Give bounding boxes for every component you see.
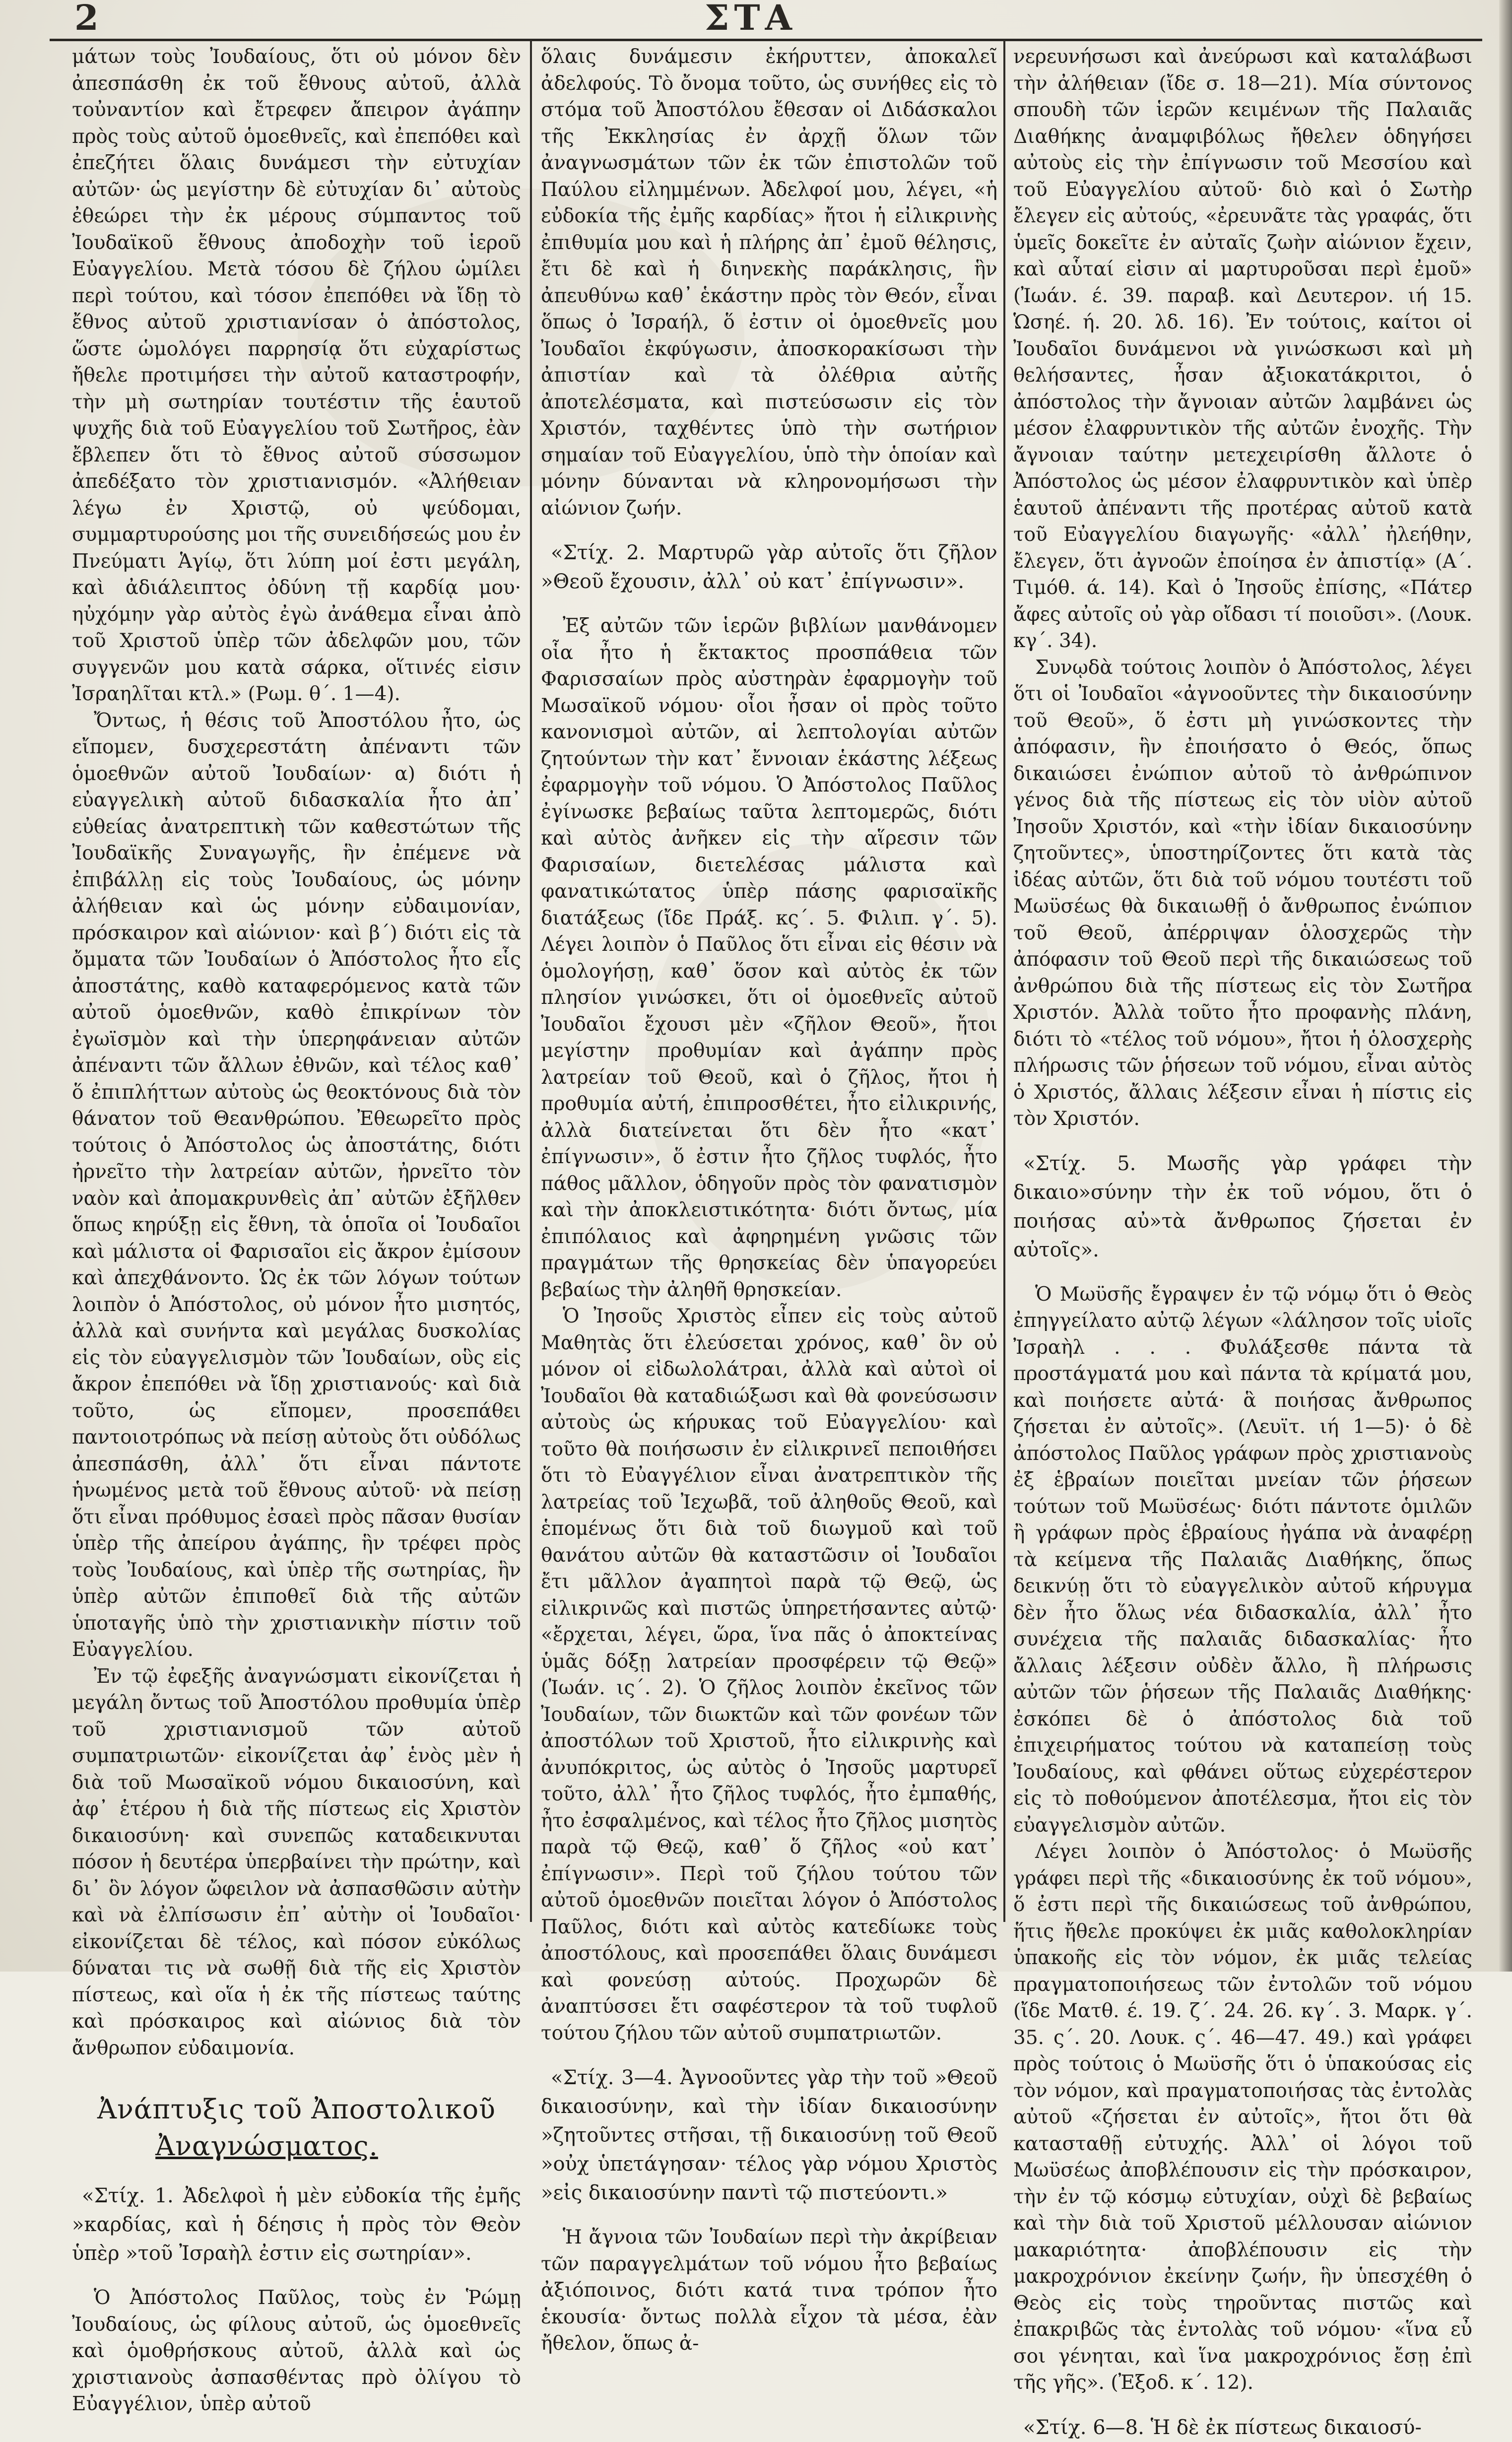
body-paragraph: ὅλαις δυνάμεσιν ἐκήρυττεν, ἀποκαλεῖ ἀδελφούς. Τὸ ὄνομα τοῦτο, ὡς συνήθες εἰς τὸ στόμα τοῦ Ἀποστόλου ἔθεσαν οἱ Διδάσκαλοι τῆς Ἐκκλησίας ἐν ἀρχῇ ὅλων τῶν ἀναγνωσμάτων τῶν ἐκ τῶν ἐπιστολῶν τοῦ Παύλου εἰλημμένων. Ἀδελφοί μου, λέγει, «ἡ εὐδοκία τῆς ἐμῆς καρδίας» ἤτοι ἡ εἰλικρινὴς ἐπιθυμία μου καὶ ἡ πλήρης ἀπ᾽ ἐμοῦ θέλησις, ἔτι δὲ καὶ ἡ διηνεκὴς παράκλησις, ἣν ἀπευθύνω καθ᾽ ἑκάστην πρὸς τὸν Θεόν, εἶναι ὅπως ὁ Ἰσραήλ, ὅ ἐστιν οἱ ὁμοεθνεῖς μου Ἰουδαῖοι ἐκφύγωσιν, ἀποσκορακίσωσι τὴν ἀπιστίαν καὶ τὰ ὀλέθρια αὐτῆς ἀποτελέσματα, καὶ πιστεύσωσιν εἰς τὸν Χριστόν, ταχθέντες ὑπὸ τὴν σωτήριον σημαίαν τοῦ Εὐαγγελίου, ὑπὸ τὴν ὁποίαν καὶ μόνην δύνανται νὰ κληρονομήσωσι τὴν αἰώνιον ζωήν. [541, 46, 997, 520]
body-paragraph: Ὁ Ἀπόστολος Παῦλος, τοὺς ἐν Ῥώμῃ Ἰουδαίους, ὡς φίλους αὐτοῦ, ὡς ὁμοεθνεῖς καὶ ὁμοθρήσκους αὐτοῦ, ἀλλὰ καὶ ὡς χριστιανοὺς ἀσπασθέντας πρὸ ὀλίγου τὸ Εὐαγγέλιον, ὑπὲρ αὐτοῦ [72, 2287, 521, 2415]
top-rule [50, 39, 1482, 41]
body-paragraph: Λέγει λοιπὸν ὁ Ἀπόστολος· ὁ Μωϋσῆς γράφει περὶ τῆς «δικαιοσύνης ἐκ τοῦ νόμου», ὅ ἐστι περὶ τῆς δικαιώσεως τοῦ ἀνθρώπου, ἥτις ἤθελε προκύψει ἐκ μιᾶς καθολοκληρίαν ὑπακοῆς εἰς τὸν νόμον, ἐκ μιᾶς τελείας πραγματοποιήσεως τῶν ἐντολῶν τοῦ νόμου (ἴδε Ματθ. έ. 19. ζ΄. 24. 26. κγ΄. 3. Μαρκ. γ΄. 35. ς΄. 20. Λουκ. ς΄. 46—47. 49.) καὶ γράφει πρὸς τούτοις ὁ Μωϋσῆς ὅτι ὁ ὑπακούσας εἰς τὸν νόμον, καὶ πραγματοποιήσας τὰς ἐντολὰς αὐτοῦ «ζήσεται ἐν αὐτοῖς», ἤτοι ὅτι θὰ κατασταθῇ εὐτυχής. Ἀλλ᾽ οἱ λόγοι τοῦ Μωϋσέως ἀποβλέπουσιν εἰς τὴν πρόσκαιρον, τὴν ἐν τῷ κόσμῳ εὐτυχίαν, οὐχὶ δὲ βεβαίως καὶ τὴν διὰ τοῦ Χριστοῦ μέλλουσαν αἰώνιον μακαριότητα· ἀποβλέπουσιν εἰς τὴν μακροχρόνιον ἐκείνην ζωήν, ἣν ὑπεσχέθη ὁ Θεὸς εἰς τοὺς τηροῦντας πιστῶς καὶ ἐπακριβῶς τὰς ἐντολὰς τοῦ νόμου· «ἵνα εὖ σοι γένηται, καὶ ἵνα μακροχρόνιος ἔσῃ ἐπὶ τῆς γῆς». (Ἐξοδ. κ΄. 12). [1013, 1841, 1472, 2394]
masthead-title-fragment: ΣΤΑ [705, 0, 797, 38]
body-paragraph: Ἐξ αὐτῶν τῶν ἱερῶν βιβλίων μανθάνομεν οἷα ἦτο ἡ ἔκτακτος προσπάθεια τῶν Φαρισσαίων πρὸς αὐστηρὰν ἐφαρμογὴν τοῦ Μωσαϊκοῦ νόμου· οἷοι ἦσαν οἱ πρὸς τοῦτο κανονισμοὶ αὐτῶν, αἱ λεπτολογίαι αὐτῶν ζητούντων τὴν κατ᾽ ἔννοιαν ἑκάστης λέξεως ἐφαρμογὴν τοῦ νόμου. Ὁ Ἀπόστολος Παῦλος ἐγίνωσκε βεβαίως ταῦτα λεπτομερῶς, διότι καὶ αὐτὸς ἀνῆκεν εἰς τὴν αἵρεσιν τῶν Φαρισαίων, διετελέσας μάλιστα καὶ φανατικώτατος ὑπὲρ πάσης φαρισαϊκῆς διατάξεως (ἴδε Πράξ. κς΄. 5. Φιλιπ. γ΄. 5). Λέγει λοιπὸν ὁ Παῦλος ὅτι εἶναι εἰς θέσιν νὰ ὁμολογήσῃ, καθ᾽ ὅσον καὶ αὐτὸς ἐκ τῶν πλησίον γινώσκει, ὅτι οἱ ὁμοεθνεῖς αὐτοῦ Ἰουδαῖοι ἔχουσι μὲν «ζῆλον Θεοῦ», ἤτοι μεγίστην προθυμίαν καὶ ἀγάπην πρὸς λατρείαν τοῦ Θεοῦ, καὶ ὁ ζῆλος, ἤτοι ἡ προθυμία αὐτή, ἐπιπροσθέτει, ἦτο εἰλικρινής, ἀλλὰ διατείνεται ὅτι δὲν ἦτο «κατ᾽ ἐπίγνωσιν», ὅ ἐστιν ἦτο ζῆλος τυφλός, ἦτο πάθος μᾶλλον, ὁδηγοῦν πρὸς τὸν φανατισμὸν καὶ τὴν ἀποκλειστικότητα· διότι ὄντως, μία ἐπιπόλαιος καὶ ἀφηρημένη γνῶσις τῶν πραγμάτων τῆς θρησκείας δὲν ὑπαγορεύει βεβαίως τὴν ἀληθῆ θρησκείαν. [541, 615, 997, 1301]
column-divider [1003, 40, 1005, 1922]
section-heading-line: Ἀνάπτυξις τοῦ Ἀποστολικοῦ [97, 2094, 496, 2125]
column-divider [530, 40, 532, 1922]
column-2 [541, 44, 997, 2355]
body-paragraph: μάτων τοὺς Ἰουδαίους, ὅτι οὐ μόνον δὲν ἀπεσπάσθη ἐκ τοῦ ἔθνους αὐτοῦ, ἀλλὰ τοὐναντίον καὶ ἔτρεφεν ἄπειρον ἀγάπην πρὸς τοὺς αὐτοῦ ὁμοεθνεῖς, καὶ ἐπεπόθει καὶ ἐπεζήτει ὅλαις δυνάμεσι τὴν εὐτυχίαν αὐτῶν· ὡς μεγίστην δὲ εὐτυχίαν δι᾽ αὐτοὺς ἐθεώρει τὴν ἐκ μέρους σύμπαντος τοῦ Ἰουδαϊκοῦ ἔθνους ἀποδοχὴν τοῦ ἱεροῦ Εὐαγγελίου. Μετὰ τόσου δὲ ζήλου ὡμίλει περὶ τούτου, καὶ τόσον ἐπεπόθει νὰ ἴδῃ τὸ ἔθνος αὐτοῦ χριστιανίσαν ὁ ἀπόστολος, ὥστε ὡμολόγει παρρησίᾳ ὅτι εὐχαρίστως ἤθελε προτιμήσει τὴν αὐτοῦ καταστροφήν, τὴν μὴ σωτηρίαν τουτέστιν τῆς ἑαυτοῦ ψυχῆς διὰ τοῦ Εὐαγγελίου τοῦ Σωτῆρος, ἐὰν ἔβλεπεν ὅτι τὸ ἔθνος αὐτοῦ σύσσωμον ἀπεδέξατο τὸν χριστιανισμόν. «Ἀλήθειαν λέγω ἐν Χριστῷ, οὐ ψεύδομαι, συμμαρτυρούσης μοι τῆς συνειδήσεώς μου ἐν Πνεύματι Ἁγίῳ, ὅτι λύπη μοί ἐστι μεγάλη, καὶ ἀδιάλειπτος ὀδύνη τῇ καρδίᾳ μου· ηὐχόμην γὰρ αὐτὸς ἐγὼ ἀνάθεμα εἶναι ἀπὸ τοῦ Χριστοῦ ὑπὲρ τῶν ἀδελφῶν μου, τῶν συγγενῶν μου κατὰ σάρκα, οἵτινές εἰσιν Ἰσραηλῖται κτλ.» (Ρωμ. θ΄. 1—4). [72, 46, 521, 705]
scripture-verse: «Στίχ. 2. Μαρτυρῶ γὰρ αὐτοῖς ὅτι ζῆλον »Θεοῦ ἔχουσιν, ἀλλ᾽ οὐ κατ᾽ ἐπίγνωσιν». [541, 541, 997, 593]
scripture-verse: «Στίχ. 3—4. Ἀγνοοῦντες γὰρ τὴν τοῦ »Θεοῦ δικαιοσύνην, καὶ τὴν ἰδίαν δικαιοσύνην »ζητοῦντες στῆσαι, τῇ δικαιοσύνῃ τοῦ Θεοῦ »οὐχ ὑπετάγησαν· τέλος γὰρ νόμου Χριστὸς »εἰς δικαιοσύνην παντὶ τῷ πιστεύοντι.» [541, 2066, 997, 2204]
scripture-verse: «Στίχ. 1. Ἀδελφοὶ ἡ μὲν εὐδοκία τῆς ἐμῆς »καρδίας, καὶ ἡ δέησις ἡ πρὸς τὸν Θεὸν ὑπὲρ »τοῦ Ἰσραὴλ ἐστιν εἰς σωτηρίαν». [72, 2184, 521, 2265]
section-heading [72, 2091, 521, 2165]
body-paragraph: Ὁ Ἰησοῦς Χριστὸς εἶπεν εἰς τοὺς αὐτοῦ Μαθητὰς ὅτι ἐλεύσεται χρόνος, καθ᾽ ὃν οὐ μόνον οἱ εἰδωλολάτραι, ἀλλὰ καὶ αὐτοὶ οἱ Ἰουδαῖοι θὰ καταδιώξωσι καὶ θὰ φονεύσωσιν αὐτοὺς ὡς κήρυκας τοῦ Εὐαγγελίου· καὶ τοῦτο θὰ ποιήσωσιν ἐν εἰλικρινεῖ πεποιθήσει ὅτι τὸ Εὐαγγέλιον εἶναι ἀνατρεπτικὸν τῆς λατρείας τοῦ Ἰεχωβᾶ, τοῦ ἀληθοῦς Θεοῦ, καὶ ἑπομένως ὅτι διὰ τοῦ διωγμοῦ καὶ τοῦ θανάτου αὐτῶν θὰ καταστῶσιν οἱ Ἰουδαῖοι ἔτι μᾶλλον ἀγαπητοὶ παρὰ τῷ Θεῷ, ὡς εἰλικρινῶς καὶ πιστῶς ὑπηρετήσαντες αὐτῷ· «ἔρχεται, λέγει, ὥρα, ἵνα πᾶς ὁ ἀποκτείνας ὑμᾶς δόξῃ λατρείαν προσφέρειν τῷ Θεῷ» (Ἰωάν. ις΄. 2). Ὁ ζῆλος λοιπὸν ἐκεῖνος τῶν Ἰουδαίων, τῶν διωκτῶν καὶ τῶν φονέων τῶν ἀποστόλων τοῦ Χριστοῦ, ἦτο εἰλικρινὴς καὶ ἀνυπόκριτος, ὡς αὐτὸς ὁ Ἰησοῦς μαρτυρεῖ τοῦτο, ἀλλ᾽ ἦτο ζῆλος τυφλός, ἦτο ἐμπαθής, ἦτο ἐσφαλμένος, καὶ τέλος ἦτο ζῆλος μισητὸς παρὰ τῷ Θεῷ, καθ᾽ ὅ ζῆλος «οὐ κατ᾽ ἐπίγνωσιν». Περὶ τοῦ ζήλου τούτου τῶν αὐτοῦ ὁμοεθνῶν ποιεῖται λόγον ὁ Ἀπόστολος Παῦλος, διότι καὶ αὐτὸς κατεδίωκε τοὺς ἀποστόλους, καὶ προσεπάθει ὅλαις δυνάμεσι καὶ φονεύσῃ αὐτούς. Προχωρῶν δὲ ἀναπτύσσει ἔτι σαφέστερον τὰ τοῦ τυφλοῦ τούτου ζήλου τῶν αὐτοῦ συμπατριωτῶν. [541, 1305, 997, 2045]
masthead-strip [0, 0, 1512, 39]
body-paragraph: Ἡ ἄγνοια τῶν Ἰουδαίων περὶ τὴν ἀκρίβειαν τῶν παραγγελμάτων τοῦ νόμου ἦτο βεβαίως ἀξιόποινος, διότι κατά τινα τρόπον ἦτο ἑκουσία· ὄντως πολλὰ εἶχον τὰ μέσα, ἐὰν ἤθελον, ὅπως ἀ- [541, 2226, 997, 2355]
body-paragraph: Συνῳδὰ τούτοις λοιπὸν ὁ Ἀπόστολος, λέγει ὅτι οἱ Ἰουδαῖοι «ἀγνοοῦντες τὴν δικαιοσύνην τοῦ Θεοῦ», ὅ ἐστι μὴ γινώσκοντες τὴν ἀπόφασιν, ἣν ἐποιήσατο ὁ Θεός, ὅπως δικαιώσει ἐνώπιον αὐτοῦ τὸ ἀνθρώπινον γένος διὰ τῆς πίστεως εἰς τὸν υἱὸν αὐτοῦ Ἰησοῦν Χριστόν, καὶ «τὴν ἰδίαν δικαιοσύνην ζητοῦντες», ὑποστηρίζοντες ὅτι κατὰ τὰς ἰδέας αὐτῶν, ὅτι διὰ τοῦ νόμου τουτέστι τοῦ Μωϋσέως θὰ δικαιωθῇ ὁ ἄνθρωπος ἐνώπιον τοῦ Θεοῦ, ἀπέρριψαν ὁλοσχερῶς τὴν ἀπόφασιν τοῦ Θεοῦ περὶ τῆς δικαιώσεως τοῦ ἀνθρώπου διὰ τῆς πίστεως εἰς τὸν Σωτῆρα Χριστόν. Ἀλλὰ τοῦτο ἦτο προφανὴς πλάνη, διότι τὸ «τέλος τοῦ νόμου», ἤτοι ἡ ὁλοσχερὴς πλήρωσις τῶν ῥήσεων τοῦ νόμου, εἶναι αὐτὸς ὁ Χριστός, ἄλλαις λέξεσιν εἶναι ἡ πίστις εἰς τὸν Χριστόν. [1013, 656, 1472, 1130]
body-paragraph: Ὁ Μωϋσῆς ἔγραψεν ἐν τῷ νόμῳ ὅτι ὁ Θεὸς ἐπηγγείλατο αὐτῷ λέγων «λάλησον τοῖς υἱοῖς Ἰσραὴλ . . . Φυλάξεσθε πάντα τὰ προστάγματά μου καὶ πάντα τὰ κρίματά μου, καὶ ποιήσετε αὐτά· ἃ ποιήσας ἄνθρωπος ζήσεται ἐν αὐτοῖς». (Λευϊτ. ιή 1—5)· ὁ δὲ ἀπόστολος Παῦλος γράφων πρὸς χριστιανοὺς ἐξ ἑβραίων ποιεῖται μνείαν τῶν ῥήσεων τούτων τοῦ Μωϋσέως· διότι πάντοτε ὁμιλῶν ἢ γράφων πρὸς ἑβραίους ἠγάπα νὰ ἀναφέρῃ τὰ κείμενα τῆς Παλαιᾶς Διαθήκης, ὅπως δεικνύῃ ὅτι τὸ εὐαγγελικὸν αὐτοῦ κήρυγμα δὲν ἦτο ὅλως νέα διδασκαλία, ἀλλ᾽ ἦτο συνέχεια τῆς παλαιᾶς διδασκαλίας· ἦτο ἄλλαις λέξεσιν οὐδὲν ἄλλο, ἢ πλήρωσις αὐτῶν τῶν ῥήσεων τῆς Παλαιᾶς Διαθήκης· ἐσκόπει δὲ ὁ ἀπόστολος διὰ τοῦ ἐπιχειρήματος τούτου νὰ καταπείσῃ τοὺς Ἰουδαίους, καὶ φθάνει οὕτως εὐχερέστερον εἰς τὸ ποθούμενον ἀποτέλεσμα, ἤτοι εἰς τὸν εὐαγγελισμὸν αὐτῶν. [1013, 1283, 1472, 1837]
section-heading-line: Ἀναγνώσματος. [155, 2130, 378, 2162]
scripture-verse: «Στίχ. 6—8. Ἡ δὲ ἐκ πίστεως δικαιοσύ- [1023, 2416, 1422, 2439]
scripture-verse: «Στίχ. 5. Μωσῆς γὰρ γράφει τὴν δικαιο»σύνην τὴν ἐκ τοῦ νόμου, ὅτι ὁ ποιήσας αὐ»τὰ ἄνθρωπος ζήσεται ἐν αὐτοῖς». [1013, 1152, 1472, 1261]
page-edge-shadow [1499, 0, 1512, 1972]
column-3 [1013, 44, 1472, 2439]
column-1 [72, 44, 521, 2415]
body-paragraph: νερευνήσωσι καὶ ἀνεύρωσι καὶ καταλάβωσι τὴν ἀλήθειαν (ἴδε σ. 18—21). Μία σύντονος σπουδὴ τῶν ἱερῶν κειμένων τῆς Παλαιᾶς Διαθήκης ἀναμφιβόλως ἤθελεν ὁδηγήσει αὐτοὺς εἰς τὴν ἐπίγνωσιν τοῦ Μεσσίου καὶ τοῦ Εὐαγγελίου αὐτοῦ· διὸ καὶ ὁ Σωτὴρ ἔλεγεν εἰς αὐτούς, «ἐρευνᾶτε τὰς γραφάς, ὅτι ὑμεῖς δοκεῖτε ἐν αὐταῖς ζωὴν αἰώνιον ἔχειν, καὶ αὗταί εἰσιν αἱ μαρτυροῦσαι περὶ ἐμοῦ» (Ἰωάν. έ. 39. παραβ. καὶ Δευτερον. ιή 15. Ὡσηέ. ή. 20. λδ. 16). Ἐν τούτοις, καίτοι οἱ Ἰουδαῖοι δυνάμενοι νὰ γινώσκωσι καὶ μὴ θελήσαντες, ἦσαν ἀξιοκατάκριτοι, ὁ ἀπόστολος τὴν ἄγνοιαν αὐτῶν λαμβάνει ὡς μέσον ἐλαφρυντικὸν τῆς αὐτῶν ἐνοχῆς. Τὴν ἄγνοιαν ταύτην μετεχειρίσθη ἄλλοτε ὁ Ἀπόστολος ὡς μέσον ἐλαφρυντικὸν καὶ ὑπὲρ ἑαυτοῦ ἀπέναντι τῆς προτέρας αὐτοῦ κατὰ τοῦ Εὐαγγελίου διαγωγῆς· «ἀλλ᾽ ἠλεήθην, ἔλεγεν, ὅτι ἀγνοῶν ἐποίησα ἐν ἀπιστίᾳ» (Α΄. Τιμόθ. ά. 14). Καὶ ὁ Ἰησοῦς ἐπίσης, «Πάτερ ἄφες αὐτοῖς οὐ γὰρ οἴδασι τί ποιοῦσι». (Λουκ. κγ΄. 34). [1013, 46, 1472, 652]
body-paragraph: Ὄντως, ἡ θέσις τοῦ Ἀποστόλου ἦτο, ὡς εἴπομεν, δυσχερεστάτη ἀπέναντι τῶν ὁμοεθνῶν αὐτοῦ Ἰουδαίων· α) διότι ἡ εὐαγγελικὴ αὐτοῦ διδασκαλία ἦτο ἀπ᾽ εὐθείας ἀνατρεπτικὴ τῶν καθεστώτων τῆς Ἰουδαϊκῆς Συναγωγῆς, ἣν ἐπέμενε νὰ ἐπιβάλλῃ εἰς τοὺς Ἰουδαίους, ὡς μόνην ἀλήθειαν καὶ ὡς μόνην εὐδαιμονίαν, πρόσκαιρον καὶ αἰώνιον· καὶ β΄) διότι εἰς τὰ ὄμματα τῶν Ἰουδαίων ὁ Ἀπόστολος ἦτο εἷς ἀποστάτης, καθὸ καταφερόμενος κατὰ τῶν αὐτοῦ ὁμοεθνῶν, καθὸ ἐπικρίνων τὸν ἐγωϊσμὸν καὶ τὴν ὑπερηφάνειαν αὐτῶν ἀπέναντι τῶν ἄλλων ἐθνῶν, καὶ τέλος καθ᾽ ὅ ἐπιπλήττων αὐτοὺς ὡς θεοκτόνους διὰ τὸν θάνατον τοῦ Θεανθρώπου. Ἐθεωρεῖτο πρὸς τούτοις ὁ Ἀπόστολος ὡς ἀποστάτης, διότι ἠρνεῖτο τὴν λατρείαν αὐτῶν, ἠρνεῖτο τὸν ναὸν καὶ ἀπομακρυνθεὶς ἀπ᾽ αὐτῶν ἐξῆλθεν ὅπως κηρύξῃ εἰς ἔθνη, τὰ ὁποῖα οἱ Ἰουδαῖοι καὶ μάλιστα οἱ Φαρισαῖοι εἰς ἄκρον ἐμίσουν καὶ ἀπεχθάνοντο. Ὡς ἐκ τῶν λόγων τούτων λοιπὸν ὁ Ἀπόστολος, οὐ μόνον ἦτο μισητός, ἀλλὰ καὶ συνήντα καὶ μεγάλας δυσκολίας εἰς τὸν εὐαγγελισμὸν τῶν Ἰουδαίων, οὓς εἰς ἄκρον ἐπεπόθει νὰ ἴδῃ χριστιανούς· καὶ διὰ τοῦτο, ὡς εἴπομεν, προσεπάθει παντοιοτρόπως νὰ πείσῃ αὐτοὺς ὅτι οὐδόλως ἀπεσπάσθη, ἀλλ᾽ ὅτι εἶναι πάντοτε ἡνωμένος μετὰ τοῦ ἔθνους αὐτοῦ· νὰ πείσῃ ὅτι εἶναι πρόθυμος ἐσαεὶ πρὸς πᾶσαν θυσίαν ὑπὲρ τῆς ἀπείρου ἀγάπης, ἣν τρέφει πρὸς τοὺς Ἰουδαίους, καὶ ὑπὲρ τῆς σωτηρίας, ἣν ὑπὲρ αὐτῶν ἐπιποθεῖ διὰ τῆς αὐτῶν ὑποταγῆς ὑπὸ τὴν χριστιανικὴν πίστιν τοῦ Εὐαγγελίου. [72, 709, 521, 1661]
page-number-fragment: 2 [74, 0, 104, 38]
body-paragraph: Ἐν τῷ ἐφεξῆς ἀναγνώσματι εἰκονίζεται ἡ μεγάλη ὄντως τοῦ Ἀποστόλου προθυμία ὑπὲρ τοῦ χριστιανισμοῦ τῶν αὐτοῦ συμπατριωτῶν· εἰκονίζεται ἀφ᾽ ἑνὸς μὲν ἡ διὰ τοῦ Μωσαϊκοῦ νόμου δικαιοσύνη, καὶ ἀφ᾽ ἑτέρου ἡ διὰ τῆς πίστεως εἰς Χριστὸν δικαιοσύνη· καὶ συνεπῶς καταδεικνυται πόσον ἡ δευτέρα ὑπερβαίνει τὴν πρώτην, καὶ δι᾽ ὃν λόγον ὤφειλον νὰ ἀσπασθῶσιν αὐτὴν καὶ νὰ ἐλπίσωσιν ἐπ᾽ αὐτὴν οἱ Ἰουδαῖοι· εἰκονίζεται δὲ τέλος, καὶ πόσον εὐκόλως δύναται τις νὰ σωθῇ διὰ τῆς εἰς Χριστὸν πίστεως, καὶ οἵα ἡ ἐκ τῆς πίστεως ταύτης καὶ πρόσκαιρος καὶ αἰώνιος διὰ τὸν ἄνθρωπον εὐδαιμονία. [72, 1665, 521, 2059]
